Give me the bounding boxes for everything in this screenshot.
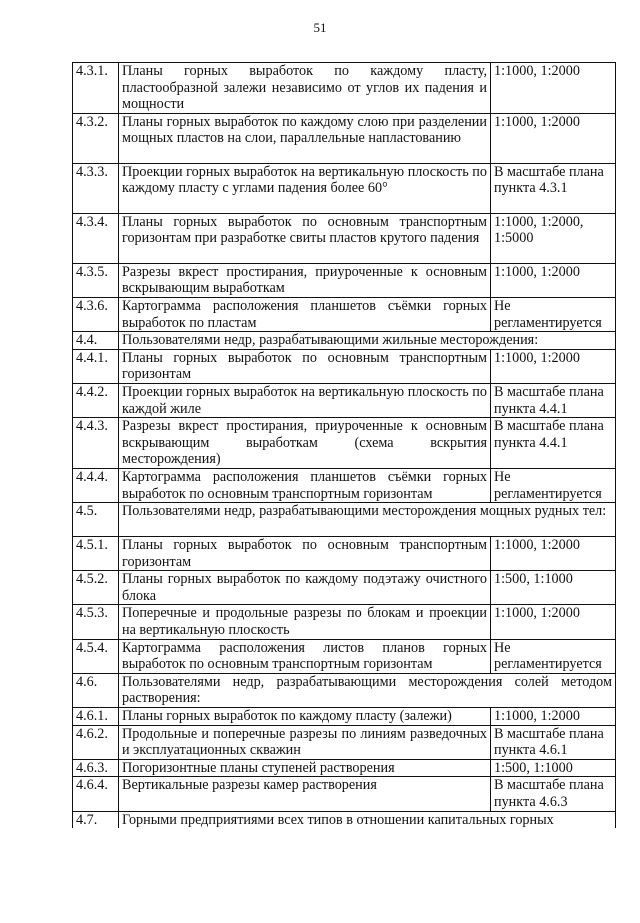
row-number: 4.4.4. bbox=[73, 468, 119, 502]
table-row bbox=[73, 332, 616, 350]
row-number: 4.3.5. bbox=[73, 263, 119, 297]
row-number: 4.6.3. bbox=[73, 759, 119, 777]
table-row bbox=[73, 263, 616, 297]
table-row bbox=[73, 605, 616, 639]
row-description: Планы горных выработок по основным транспортным горизонтам при разработке свиты пластов крутого падения bbox=[119, 213, 491, 263]
row-description: Планы горных выработок по каждому подэтажу очистного блока bbox=[119, 571, 491, 605]
row-number: 4.5.2. bbox=[73, 571, 119, 605]
row-scale: 1:1000, 1:2000, 1:5000 bbox=[491, 213, 616, 263]
row-number: 4.6.1. bbox=[73, 708, 119, 726]
table-row bbox=[73, 297, 616, 331]
row-description: Вертикальные разрезы камер растворения bbox=[119, 777, 491, 811]
row-number: 4.4.2. bbox=[73, 383, 119, 417]
row-number: 4.3.3. bbox=[73, 163, 119, 213]
row-number: 4.4.1. bbox=[73, 349, 119, 383]
row-scale: 1:1000, 1:2000 bbox=[491, 605, 616, 639]
row-description: Планы горных выработок по основным транспортным горизонтам bbox=[119, 349, 491, 383]
row-scale: В масштабе плана пункта 4.6.3 bbox=[491, 777, 616, 811]
table-row bbox=[73, 418, 616, 469]
table-body bbox=[73, 63, 616, 829]
table-row bbox=[73, 708, 616, 726]
table-row bbox=[73, 759, 616, 777]
row-number: 4.5.4. bbox=[73, 639, 119, 673]
row-scale: В масштабе плана пункта 4.4.1 bbox=[491, 383, 616, 417]
row-scale: 1:1000, 1:2000 bbox=[491, 349, 616, 383]
section-heading: Горными предприятиями всех типов в отношении капитальных горных bbox=[119, 811, 616, 828]
row-number: 4.3.6. bbox=[73, 297, 119, 331]
row-scale: В масштабе плана пункта 4.3.1 bbox=[491, 163, 616, 213]
row-scale: Не регламентируется bbox=[491, 297, 616, 331]
row-description: Погоризонтные планы ступеней растворения bbox=[119, 759, 491, 777]
row-scale: 1:500, 1:1000 bbox=[491, 759, 616, 777]
document-table bbox=[72, 62, 616, 828]
row-number: 4.5.1. bbox=[73, 537, 119, 571]
row-scale: 1:1000, 1:2000 bbox=[491, 113, 616, 163]
row-description: Картограмма расположения листов планов горных выработок по основным транспортным горизонтам bbox=[119, 639, 491, 673]
table-row bbox=[73, 503, 616, 537]
section-heading: Пользователями недр, разрабатывающими месторождения солей методом растворения: bbox=[119, 673, 616, 707]
row-scale: В масштабе плана пункта 4.4.1 bbox=[491, 418, 616, 469]
table-row bbox=[73, 571, 616, 605]
row-description: Картограмма расположения планшетов съёмки горных выработок по пластам bbox=[119, 297, 491, 331]
row-description: Проекции горных выработок на вертикальную плоскость по каждой жиле bbox=[119, 383, 491, 417]
row-description: Планы горных выработок по каждому слою при разделении мощных пластов на слои, параллельные напластованию bbox=[119, 113, 491, 163]
row-description: Планы горных выработок по каждому пласту (залежи) bbox=[119, 708, 491, 726]
row-scale: 1:500, 1:1000 bbox=[491, 571, 616, 605]
row-description: Продольные и поперечные разрезы по линиям разведочных и эксплуатационных скважин bbox=[119, 725, 491, 759]
row-number: 4.7. bbox=[73, 811, 119, 828]
table-row bbox=[73, 163, 616, 213]
table-row bbox=[73, 113, 616, 163]
row-number: 4.5.3. bbox=[73, 605, 119, 639]
table-row bbox=[73, 383, 616, 417]
row-description: Планы горных выработок по каждому пласту, пластообразной залежи независимо от углов их падения и мощности bbox=[119, 63, 491, 114]
section-heading: Пользователями недр, разрабатывающими месторождения мощных рудных тел: bbox=[119, 503, 616, 537]
table-row bbox=[73, 537, 616, 571]
row-scale: 1:1000, 1:2000 bbox=[491, 708, 616, 726]
row-description: Планы горных выработок по основным транспортным горизонтам bbox=[119, 537, 491, 571]
row-description: Разрезы вкрест простирания, приуроченные к основным вскрывающим выработкам (схема вскрытия месторождения) bbox=[119, 418, 491, 469]
row-number: 4.3.4. bbox=[73, 213, 119, 263]
table-row bbox=[73, 777, 616, 811]
row-number: 4.5. bbox=[73, 503, 119, 537]
row-number: 4.6.2. bbox=[73, 725, 119, 759]
row-scale: 1:1000, 1:2000 bbox=[491, 263, 616, 297]
page-number: 51 bbox=[313, 20, 327, 35]
row-description: Картограмма расположения планшетов съёмки горных выработок по основным транспортным горизонтам bbox=[119, 468, 491, 502]
row-scale: 1:1000, 1:2000 bbox=[491, 537, 616, 571]
row-scale: Не регламентируется bbox=[491, 639, 616, 673]
row-scale: В масштабе плана пункта 4.6.1 bbox=[491, 725, 616, 759]
row-number: 4.4.3. bbox=[73, 418, 119, 469]
row-number: 4.6.4. bbox=[73, 777, 119, 811]
table-row bbox=[73, 63, 616, 114]
row-number: 4.6. bbox=[73, 673, 119, 707]
section-heading: Пользователями недр, разрабатывающими жильные месторождения: bbox=[119, 332, 616, 350]
row-number: 4.3.2. bbox=[73, 113, 119, 163]
table-row bbox=[73, 811, 616, 828]
table-row bbox=[73, 468, 616, 502]
table-row bbox=[73, 673, 616, 707]
row-description: Поперечные и продольные разрезы по блокам и проекции на вертикальную плоскость bbox=[119, 605, 491, 639]
table-row bbox=[73, 639, 616, 673]
row-description: Разрезы вкрест простирания, приуроченные к основным вскрывающим выработкам bbox=[119, 263, 491, 297]
row-description: Проекции горных выработок на вертикальную плоскость по каждому пласту с углами падения более 60° bbox=[119, 163, 491, 213]
row-number: 4.3.1. bbox=[73, 63, 119, 114]
table-row bbox=[73, 213, 616, 263]
table-row bbox=[73, 725, 616, 759]
table-row bbox=[73, 349, 616, 383]
row-scale: 1:1000, 1:2000 bbox=[491, 63, 616, 114]
row-scale: Не регламентируется bbox=[491, 468, 616, 502]
row-number: 4.4. bbox=[73, 332, 119, 350]
